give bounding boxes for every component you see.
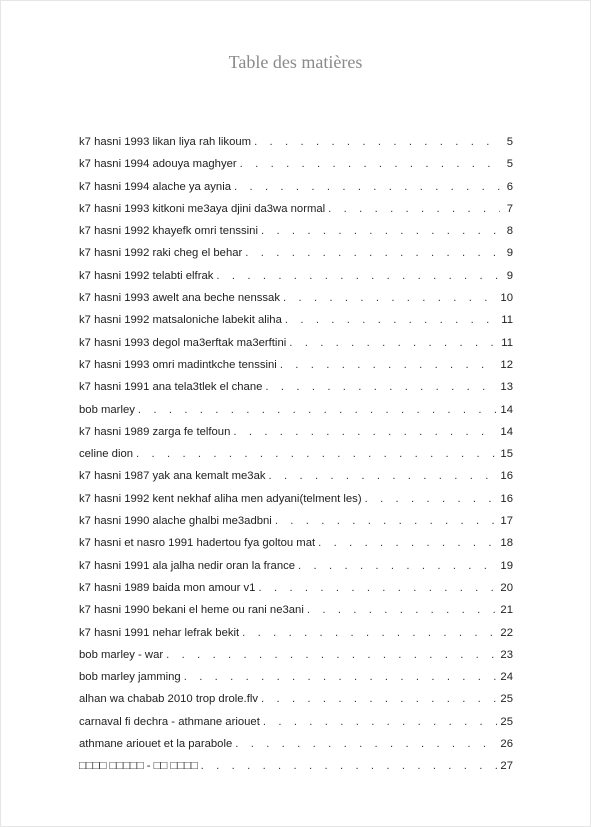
- toc-entry[interactable]: [79, 644, 513, 666]
- toc-entry-title: carnaval fi dechra - athmane ariouet: [79, 715, 260, 728]
- toc-entry-title: k7 hasni 1989 baida mon amour v1: [79, 581, 256, 594]
- dot-leader: [258, 577, 497, 599]
- dot-leader: [166, 644, 497, 666]
- toc-entry[interactable]: [79, 488, 513, 510]
- toc-entry[interactable]: [79, 666, 513, 688]
- dot-leader: [289, 332, 498, 354]
- toc-entry-title: k7 hasni 1992 raki cheg el behar: [79, 247, 243, 260]
- toc-entry-page-number: 16: [500, 470, 513, 483]
- toc-entry-title: k7 hasni 1994 adouya maghyer: [79, 158, 237, 171]
- toc-entry-page-number: 11: [501, 314, 513, 327]
- toc-entry[interactable]: [79, 265, 513, 287]
- dot-leader: [261, 688, 497, 710]
- dot-leader: [283, 287, 497, 309]
- dot-leader: [263, 711, 498, 733]
- toc-entry-title: k7 hasni 1993 omri madintkche tenssini: [79, 358, 277, 371]
- toc-entry-page-number: 26: [500, 738, 513, 751]
- toc-entry-page-number: 15: [500, 448, 513, 461]
- dot-leader: [365, 488, 498, 510]
- dot-leader: [261, 220, 500, 242]
- toc-entry[interactable]: [79, 153, 513, 175]
- toc-entry-page-number: 14: [500, 403, 513, 416]
- toc-entry-title: k7 hasni 1994 alache ya aynia: [79, 180, 231, 193]
- toc-entry-title: k7 hasni 1990 alache ghalbi me3adbni: [79, 515, 272, 528]
- toc-entry-title: k7 hasni 1991 nehar lefrak bekit: [79, 626, 240, 639]
- toc-entry[interactable]: [79, 688, 513, 710]
- dot-leader: [318, 532, 497, 554]
- toc-entry-page-number: 7: [506, 202, 513, 215]
- toc-entry-page-number: 16: [500, 492, 513, 505]
- toc-entry-page-number: 18: [500, 537, 513, 550]
- toc-entry-title: k7 hasni 1992 khayefk omri tenssini: [79, 225, 258, 238]
- toc-entry-page-number: 25: [500, 715, 513, 728]
- toc-entry[interactable]: [79, 421, 513, 443]
- toc-entry-page-number: 27: [500, 760, 513, 773]
- toc-entry[interactable]: [79, 220, 513, 242]
- toc-entry-title: k7 hasni et nasro 1991 hadertou fya goltou mat: [79, 537, 316, 550]
- toc-entry-title: k7 hasni 1993 awelt ana beche nenssak: [79, 292, 280, 305]
- toc-entry-title: athmane ariouet et la parabole: [79, 738, 233, 751]
- dot-leader: [201, 755, 498, 777]
- toc-entry[interactable]: [79, 376, 513, 398]
- dot-leader: [184, 666, 498, 688]
- page-title: Table des matières: [228, 52, 363, 72]
- toc-entry[interactable]: [79, 176, 513, 198]
- dot-leader: [233, 421, 497, 443]
- toc-entry-page-number: 5: [506, 158, 513, 171]
- dot-leader: [280, 354, 498, 376]
- toc-entry-page-number: 19: [500, 559, 513, 572]
- toc-entry[interactable]: [79, 577, 513, 599]
- toc-entry-title: k7 hasni 1987 yak ana kemalt me3ak: [79, 470, 266, 483]
- toc-entry-page-number: 22: [500, 626, 513, 639]
- dot-leader: [216, 265, 500, 287]
- toc-entry-page-number: 13: [500, 381, 513, 394]
- toc-entry-page-number: 6: [506, 180, 513, 193]
- toc-entry-page-number: 24: [500, 671, 513, 684]
- toc-entry[interactable]: [79, 309, 513, 331]
- toc-entry-title: bob marley: [79, 403, 135, 416]
- dot-leader: [138, 399, 498, 421]
- toc-entry-page-number: 10: [500, 292, 513, 305]
- toc-entry-page-number: 8: [506, 225, 513, 238]
- dot-leader: [245, 242, 500, 264]
- dot-leader: [235, 733, 497, 755]
- toc-entry[interactable]: [79, 242, 513, 264]
- toc-entry[interactable]: [79, 532, 513, 554]
- toc-entry-page-number: 21: [500, 604, 513, 617]
- toc-entry-page-number: 5: [506, 136, 513, 148]
- toc-entry[interactable]: [79, 465, 513, 487]
- toc-entry[interactable]: [79, 399, 513, 421]
- toc-entry[interactable]: [79, 755, 513, 777]
- table-of-contents: [79, 131, 513, 778]
- toc-entry-page-number: 12: [500, 358, 513, 371]
- toc-entry-page-number: 9: [506, 247, 513, 260]
- dot-leader: [307, 599, 498, 621]
- dot-leader: [265, 376, 497, 398]
- toc-entry-title: bob marley - war: [79, 648, 164, 661]
- toc-entry-page-number: 20: [500, 581, 513, 594]
- toc-entry[interactable]: [79, 287, 513, 309]
- toc-entry-title: k7 hasni 1993 kitkoni me3aya djini da3wa normal: [79, 202, 326, 215]
- dot-leader: [269, 465, 498, 487]
- toc-entry-title: k7 hasni 1992 kent nekhaf aliha men adyani(telment les): [79, 492, 362, 505]
- dot-leader: [254, 131, 500, 153]
- toc-entry[interactable]: [79, 555, 513, 577]
- toc-entry-title: k7 hasni 1993 likan liya rah likoum: [79, 136, 252, 148]
- dot-leader: [240, 153, 500, 175]
- toc-entry[interactable]: [79, 510, 513, 532]
- toc-entry-title: k7 hasni 1989 zarga fe telfoun: [79, 425, 231, 438]
- toc-entry-title: k7 hasni 1992 telabti elfrak: [79, 269, 214, 282]
- dot-leader: [285, 309, 498, 331]
- toc-entry-title: k7 hasni 1991 ala jalha nedir oran la france: [79, 559, 296, 572]
- toc-entry[interactable]: [79, 711, 513, 733]
- toc-entry[interactable]: [79, 733, 513, 755]
- toc-entry[interactable]: [79, 131, 513, 153]
- toc-entry[interactable]: [79, 599, 513, 621]
- toc-entry-title: celine dion: [79, 448, 134, 461]
- toc-entry[interactable]: [79, 354, 513, 376]
- toc-entry-page-number: 9: [506, 269, 513, 282]
- toc-entry[interactable]: [79, 622, 513, 644]
- toc-entry-page-number: 23: [500, 648, 513, 661]
- dot-leader: [298, 555, 497, 577]
- dot-leader: [328, 198, 500, 220]
- toc-entry-title: alhan wa chabab 2010 trop drole.flv: [79, 693, 258, 706]
- toc-entry-title: k7 hasni 1992 matsaloniche labekit aliha: [79, 314, 282, 327]
- toc-entry-page-number: 11: [501, 336, 513, 349]
- toc-entry-title: k7 hasni 1993 degol ma3erftak ma3erftini: [79, 336, 287, 349]
- toc-entry-title: k7 hasni 1991 ana tela3tlek el chane: [79, 381, 263, 394]
- dot-leader: [275, 510, 498, 532]
- toc-entry-page-number: 17: [500, 515, 513, 528]
- toc-entry[interactable]: [79, 332, 513, 354]
- toc-entry-page-number: 14: [500, 425, 513, 438]
- dot-leader: [242, 622, 497, 644]
- toc-entry-page-number: 25: [500, 693, 513, 706]
- toc-entry-title: k7 hasni 1990 bekani el heme ou rani ne3ani: [79, 604, 304, 617]
- toc-entry-title: bob marley jamming: [79, 671, 181, 684]
- dot-leader: [136, 443, 497, 465]
- toc-entry[interactable]: [79, 443, 513, 465]
- toc-entry-title: □□□□ □□□□□ - □□ □□□□: [79, 760, 198, 773]
- toc-entry[interactable]: [79, 198, 513, 220]
- dot-leader: [234, 176, 500, 198]
